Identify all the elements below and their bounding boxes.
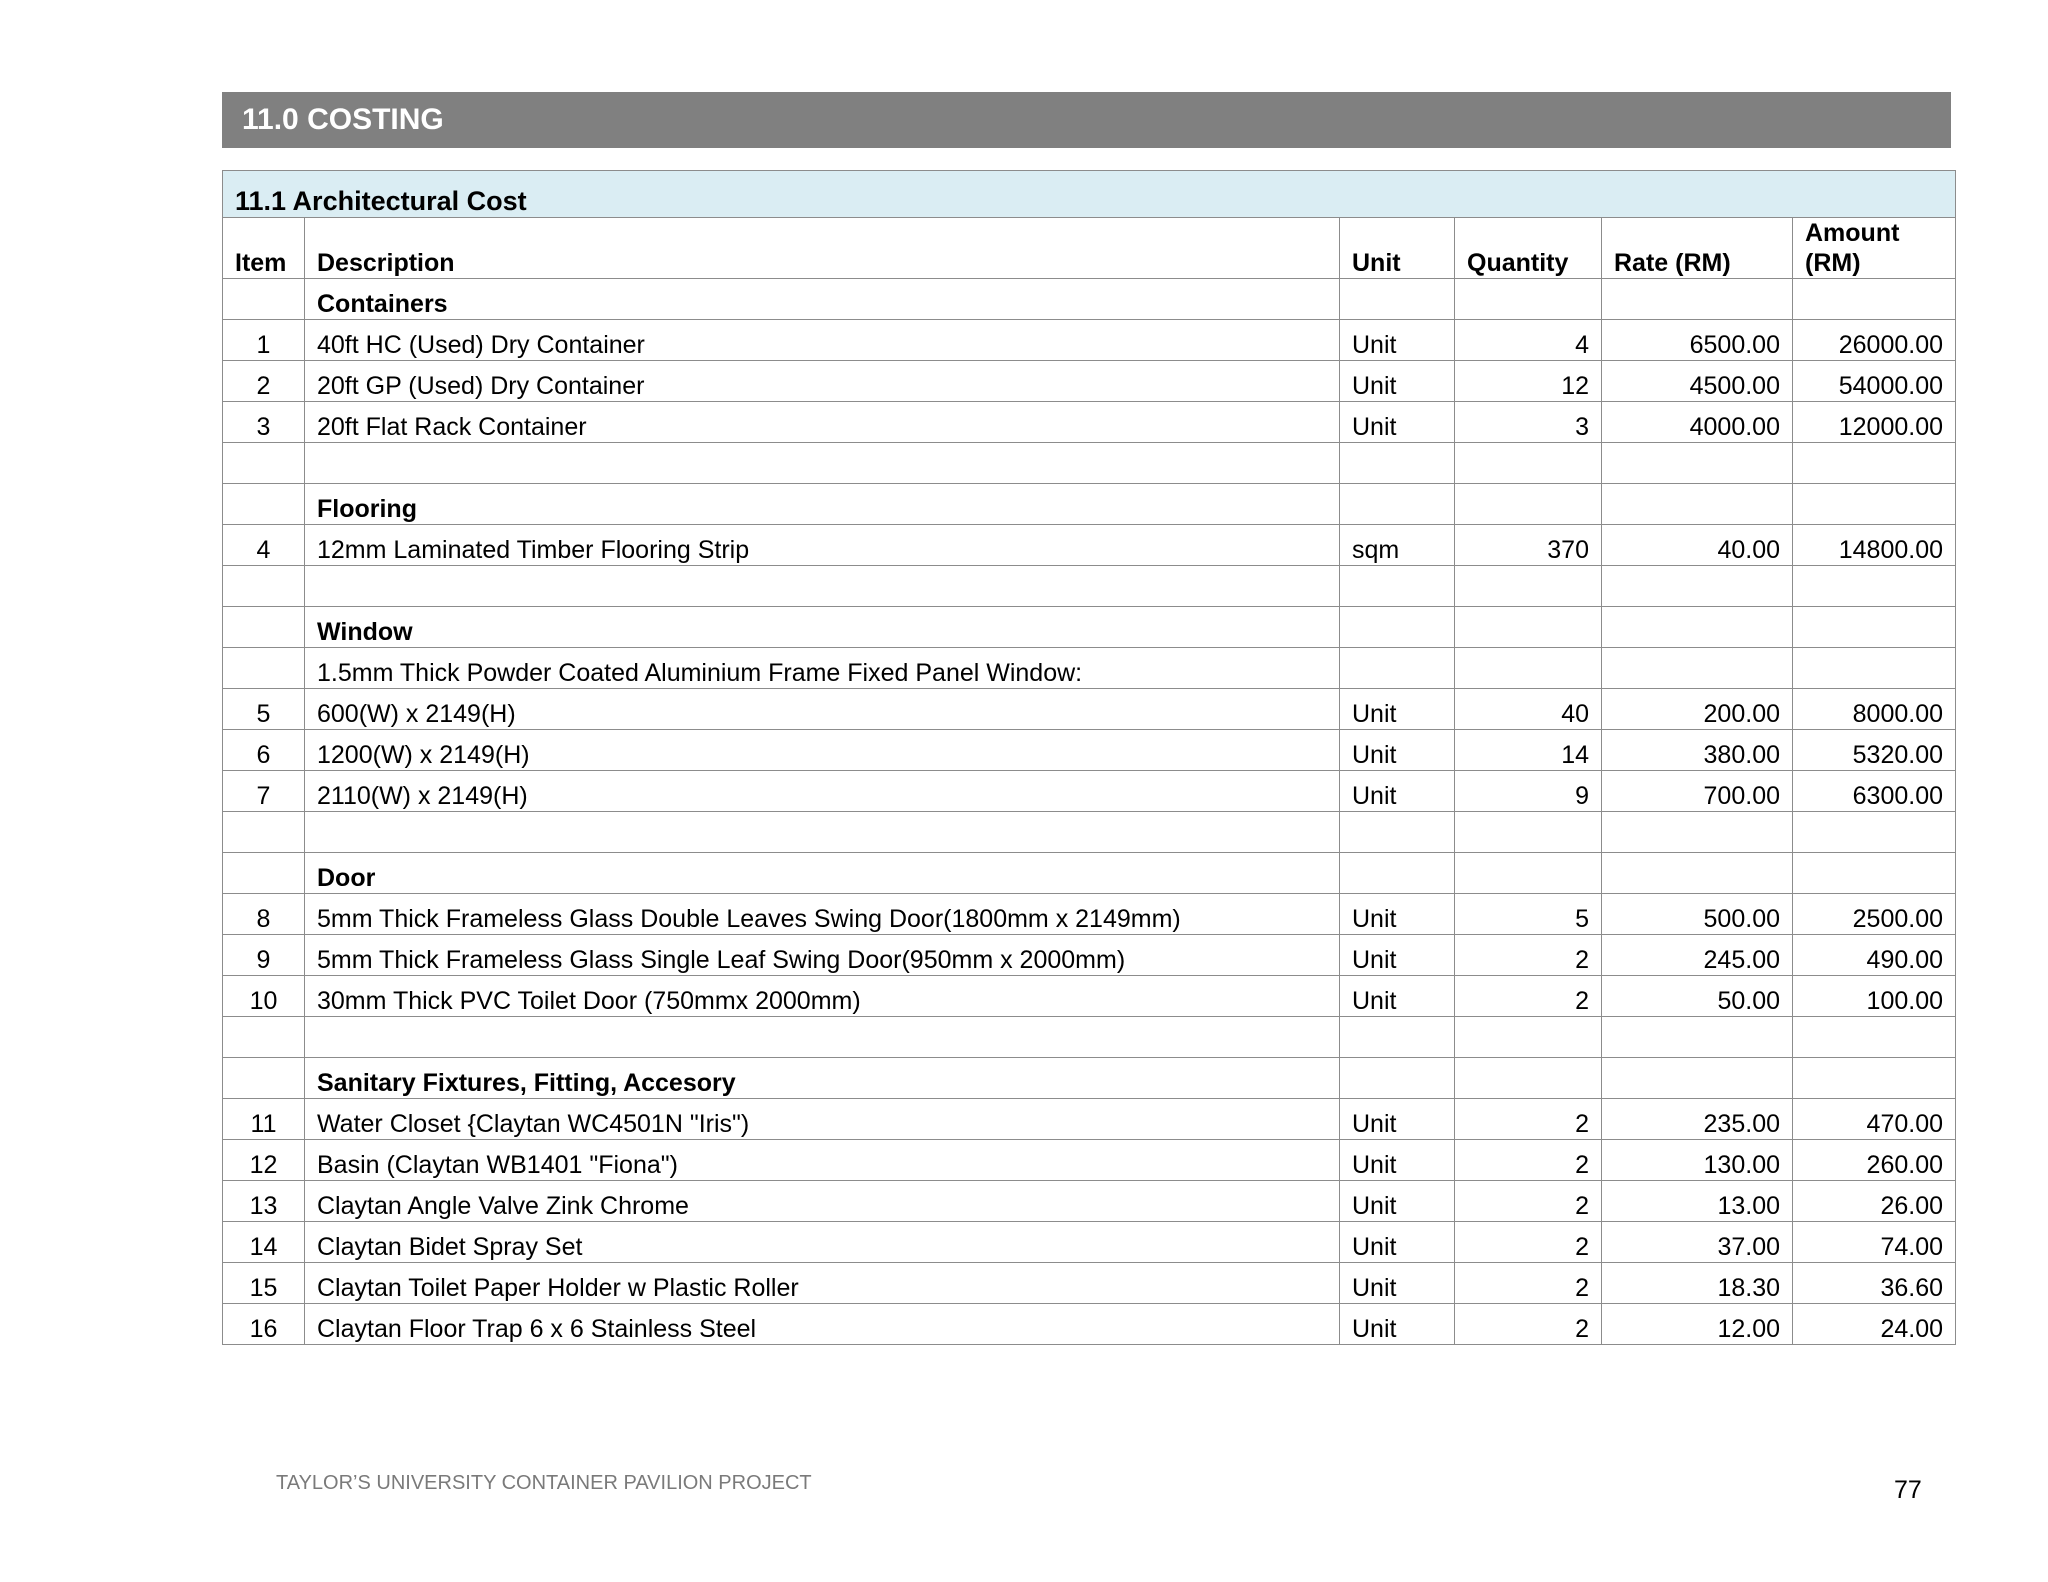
- cell-rate: [1602, 1017, 1793, 1058]
- table-row: [223, 525, 1956, 566]
- cell-amount: [1793, 484, 1956, 525]
- cell-quantity: 3: [1455, 402, 1602, 443]
- cell-item: 14: [223, 1222, 305, 1263]
- cell-amount: 2500.00: [1793, 894, 1956, 935]
- cell-quantity: 5: [1455, 894, 1602, 935]
- cell-amount: 74.00: [1793, 1222, 1956, 1263]
- cell-unit: Unit: [1340, 1263, 1455, 1304]
- table-header-row: [223, 218, 1956, 279]
- cell-quantity: 2: [1455, 1181, 1602, 1222]
- table-row: [223, 894, 1956, 935]
- cell-rate: [1602, 566, 1793, 607]
- cell-item: 11: [223, 1099, 305, 1140]
- cell-rate: 50.00: [1602, 976, 1793, 1017]
- cell-item: 15: [223, 1263, 305, 1304]
- cell-item: [223, 443, 305, 484]
- table-row: [223, 689, 1956, 730]
- cell-quantity: 9: [1455, 771, 1602, 812]
- table-row: [223, 402, 1956, 443]
- cell-item: 9: [223, 935, 305, 976]
- cell-rate: 4000.00: [1602, 402, 1793, 443]
- cell-amount: 14800.00: [1793, 525, 1956, 566]
- cell-amount: [1793, 443, 1956, 484]
- cell-amount: 260.00: [1793, 1140, 1956, 1181]
- cell-unit: [1340, 566, 1455, 607]
- category-row: [223, 853, 1956, 894]
- footer-project-name: TAYLOR’S UNIVERSITY CONTAINER PAVILION PROJECT: [276, 1472, 812, 1494]
- cell-rate: 380.00: [1602, 730, 1793, 771]
- cell-description: Window: [305, 607, 1340, 648]
- cell-rate: 13.00: [1602, 1181, 1793, 1222]
- header-amount-line1: Amount: [1805, 219, 1900, 247]
- cell-rate: [1602, 443, 1793, 484]
- cell-rate: 40.00: [1602, 525, 1793, 566]
- cell-quantity: [1455, 443, 1602, 484]
- cell-quantity: [1455, 1058, 1602, 1099]
- cell-item: [223, 853, 305, 894]
- cell-unit: [1340, 484, 1455, 525]
- cell-rate: 245.00: [1602, 935, 1793, 976]
- cell-quantity: [1455, 812, 1602, 853]
- cell-unit: Unit: [1340, 894, 1455, 935]
- blank-row: [223, 1017, 1956, 1058]
- cell-quantity: 2: [1455, 935, 1602, 976]
- category-row: [223, 607, 1956, 648]
- cell-quantity: 2: [1455, 1304, 1602, 1345]
- table-row: [223, 730, 1956, 771]
- table-row: [223, 1222, 1956, 1263]
- cell-unit: [1340, 1058, 1455, 1099]
- cell-unit: Unit: [1340, 1304, 1455, 1345]
- cell-unit: [1340, 443, 1455, 484]
- cell-quantity: 4: [1455, 320, 1602, 361]
- header-item: Item: [223, 218, 305, 279]
- cell-unit: Unit: [1340, 1099, 1455, 1140]
- header-quantity: Quantity: [1455, 218, 1602, 279]
- header-unit: Unit: [1340, 218, 1455, 279]
- cell-item: [223, 812, 305, 853]
- cell-description: [305, 566, 1340, 607]
- cell-description: Claytan Floor Trap 6 x 6 Stainless Steel: [305, 1304, 1340, 1345]
- cell-amount: 8000.00: [1793, 689, 1956, 730]
- cell-unit: Unit: [1340, 730, 1455, 771]
- cell-amount: 100.00: [1793, 976, 1956, 1017]
- cell-quantity: 2: [1455, 1263, 1602, 1304]
- cell-amount: [1793, 853, 1956, 894]
- cell-item: 16: [223, 1304, 305, 1345]
- cell-description: Flooring: [305, 484, 1340, 525]
- cell-amount: 26.00: [1793, 1181, 1956, 1222]
- cell-unit: Unit: [1340, 320, 1455, 361]
- cell-rate: 37.00: [1602, 1222, 1793, 1263]
- cell-quantity: [1455, 648, 1602, 689]
- table-row: [223, 1181, 1956, 1222]
- cell-description: 30mm Thick PVC Toilet Door (750mmx 2000mm): [305, 976, 1340, 1017]
- cell-item: 6: [223, 730, 305, 771]
- cell-amount: 36.60: [1793, 1263, 1956, 1304]
- cell-quantity: [1455, 1017, 1602, 1058]
- cell-rate: 4500.00: [1602, 361, 1793, 402]
- blank-row: [223, 443, 1956, 484]
- cell-amount: 5320.00: [1793, 730, 1956, 771]
- cell-item: 8: [223, 894, 305, 935]
- cell-description: Sanitary Fixtures, Fitting, Accesory: [305, 1058, 1340, 1099]
- table-row: [223, 771, 1956, 812]
- cell-description: 5mm Thick Frameless Glass Double Leaves Swing Door(1800mm x 2149mm): [305, 894, 1340, 935]
- cell-item: [223, 566, 305, 607]
- cell-quantity: 12: [1455, 361, 1602, 402]
- blank-row: [223, 812, 1956, 853]
- cell-unit: [1340, 279, 1455, 320]
- cell-description: 40ft HC (Used) Dry Container: [305, 320, 1340, 361]
- cell-item: 4: [223, 525, 305, 566]
- cell-unit: [1340, 648, 1455, 689]
- cell-description: [305, 443, 1340, 484]
- cell-description: [305, 812, 1340, 853]
- cell-item: 2: [223, 361, 305, 402]
- cell-description: Basin (Claytan WB1401 "Fiona"): [305, 1140, 1340, 1181]
- cell-rate: [1602, 484, 1793, 525]
- cell-rate: [1602, 853, 1793, 894]
- cell-rate: 700.00: [1602, 771, 1793, 812]
- cell-amount: [1793, 279, 1956, 320]
- table-body: [223, 279, 1956, 1345]
- table-row: [223, 320, 1956, 361]
- cell-amount: [1793, 566, 1956, 607]
- category-row: [223, 1058, 1956, 1099]
- cell-amount: [1793, 607, 1956, 648]
- cell-description: 2110(W) x 2149(H): [305, 771, 1340, 812]
- cell-description: 5mm Thick Frameless Glass Single Leaf Swing Door(950mm x 2000mm): [305, 935, 1340, 976]
- cell-quantity: 2: [1455, 1099, 1602, 1140]
- cell-description: 20ft GP (Used) Dry Container: [305, 361, 1340, 402]
- cell-unit: Unit: [1340, 361, 1455, 402]
- cell-description: 600(W) x 2149(H): [305, 689, 1340, 730]
- cell-unit: Unit: [1340, 935, 1455, 976]
- section-title: 11.0 COSTING: [222, 92, 1951, 148]
- blank-row: [223, 566, 1956, 607]
- cell-amount: 12000.00: [1793, 402, 1956, 443]
- table-row: [223, 976, 1956, 1017]
- cell-quantity: 40: [1455, 689, 1602, 730]
- cell-quantity: 370: [1455, 525, 1602, 566]
- cell-item: [223, 607, 305, 648]
- table-row: [223, 1263, 1956, 1304]
- cell-unit: [1340, 853, 1455, 894]
- cell-description: Door: [305, 853, 1340, 894]
- table-row: [223, 1099, 1956, 1140]
- cell-amount: [1793, 648, 1956, 689]
- table-row: [223, 361, 1956, 402]
- cell-rate: 130.00: [1602, 1140, 1793, 1181]
- table-caption-row: [223, 171, 1956, 218]
- cell-item: 1: [223, 320, 305, 361]
- category-row: [223, 279, 1956, 320]
- cell-description: Claytan Toilet Paper Holder w Plastic Roller: [305, 1263, 1340, 1304]
- cell-amount: 6300.00: [1793, 771, 1956, 812]
- cell-amount: [1793, 1017, 1956, 1058]
- cell-rate: [1602, 1058, 1793, 1099]
- cell-rate: 500.00: [1602, 894, 1793, 935]
- cell-rate: 12.00: [1602, 1304, 1793, 1345]
- cell-amount: [1793, 1058, 1956, 1099]
- cell-rate: [1602, 607, 1793, 648]
- cell-amount: 26000.00: [1793, 320, 1956, 361]
- cell-item: 13: [223, 1181, 305, 1222]
- cell-item: [223, 1058, 305, 1099]
- header-amount-line2: (RM): [1805, 249, 1861, 277]
- cell-rate: [1602, 279, 1793, 320]
- table-caption: 11.1 Architectural Cost: [223, 171, 1956, 218]
- category-row: [223, 484, 1956, 525]
- table-row: [223, 1140, 1956, 1181]
- header-description: Description: [305, 218, 1340, 279]
- cell-unit: sqm: [1340, 525, 1455, 566]
- cell-rate: 18.30: [1602, 1263, 1793, 1304]
- cell-description: 12mm Laminated Timber Flooring Strip: [305, 525, 1340, 566]
- cell-rate: 235.00: [1602, 1099, 1793, 1140]
- cell-unit: [1340, 607, 1455, 648]
- cell-unit: Unit: [1340, 771, 1455, 812]
- cell-amount: 490.00: [1793, 935, 1956, 976]
- cell-rate: 6500.00: [1602, 320, 1793, 361]
- cell-item: [223, 648, 305, 689]
- cell-item: [223, 279, 305, 320]
- cell-unit: Unit: [1340, 1222, 1455, 1263]
- cell-quantity: 2: [1455, 1140, 1602, 1181]
- table-row: [223, 648, 1956, 689]
- cell-quantity: 2: [1455, 1222, 1602, 1263]
- cell-rate: [1602, 648, 1793, 689]
- cell-description: Containers: [305, 279, 1340, 320]
- cell-quantity: [1455, 853, 1602, 894]
- cell-description: 20ft Flat Rack Container: [305, 402, 1340, 443]
- cell-quantity: 2: [1455, 976, 1602, 1017]
- cell-unit: Unit: [1340, 689, 1455, 730]
- cell-amount: 54000.00: [1793, 361, 1956, 402]
- cell-item: [223, 484, 305, 525]
- cell-item: 5: [223, 689, 305, 730]
- cell-amount: [1793, 812, 1956, 853]
- cell-unit: Unit: [1340, 402, 1455, 443]
- header-amount: [1793, 218, 1956, 279]
- cell-amount: 470.00: [1793, 1099, 1956, 1140]
- cell-item: 10: [223, 976, 305, 1017]
- cell-amount: 24.00: [1793, 1304, 1956, 1345]
- cell-item: 3: [223, 402, 305, 443]
- cell-unit: [1340, 812, 1455, 853]
- cell-description: 1200(W) x 2149(H): [305, 730, 1340, 771]
- header-rate: Rate (RM): [1602, 218, 1793, 279]
- cell-description: Water Closet {Claytan WC4501N "Iris"): [305, 1099, 1340, 1140]
- cell-item: 7: [223, 771, 305, 812]
- cell-quantity: [1455, 279, 1602, 320]
- cell-item: 12: [223, 1140, 305, 1181]
- cell-unit: Unit: [1340, 1140, 1455, 1181]
- cell-rate: [1602, 812, 1793, 853]
- cell-description: 1.5mm Thick Powder Coated Aluminium Frame Fixed Panel Window:: [305, 648, 1340, 689]
- cell-description: Claytan Angle Valve Zink Chrome: [305, 1181, 1340, 1222]
- cell-unit: Unit: [1340, 1181, 1455, 1222]
- cost-table: [222, 170, 1956, 1345]
- cell-quantity: 14: [1455, 730, 1602, 771]
- table-row: [223, 1304, 1956, 1345]
- cell-unit: [1340, 1017, 1455, 1058]
- cell-quantity: [1455, 484, 1602, 525]
- cell-description: [305, 1017, 1340, 1058]
- cell-rate: 200.00: [1602, 689, 1793, 730]
- cell-item: [223, 1017, 305, 1058]
- page-number: 77: [1894, 1476, 1922, 1504]
- cell-quantity: [1455, 607, 1602, 648]
- table-row: [223, 935, 1956, 976]
- cell-description: Claytan Bidet Spray Set: [305, 1222, 1340, 1263]
- cell-quantity: [1455, 566, 1602, 607]
- cell-unit: Unit: [1340, 976, 1455, 1017]
